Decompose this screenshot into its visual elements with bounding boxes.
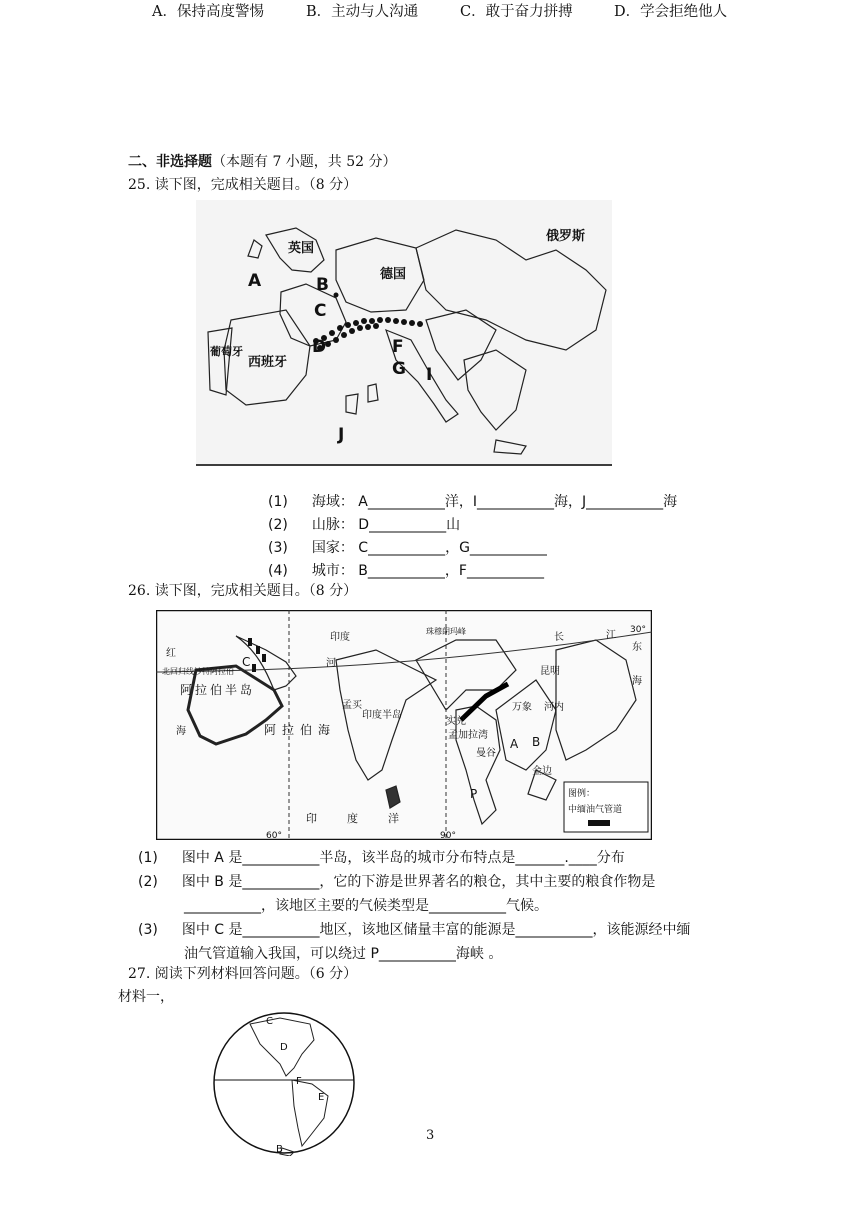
label-russia: 俄罗斯 [546, 229, 586, 244]
label-lon90: 90° [440, 831, 456, 840]
label-mumbai: 孟买 [342, 700, 362, 711]
label-spain: 西班牙 [248, 355, 288, 370]
label-g: G [392, 359, 406, 379]
label-hanoi: 河内 [544, 702, 564, 713]
label-tropic: 北回归线沙特阿拉伯 [162, 667, 234, 676]
label-b: B [532, 735, 541, 749]
label-uk: 英国 [288, 241, 315, 256]
option-a: A．保持高度警惕 [152, 4, 264, 20]
label-kunming: 昆明 [540, 666, 560, 677]
label-yangtze-1: 长 [554, 632, 564, 643]
q26-item-2: (2) 图中 B 是___________，它的下游是世界著名的粮仓，其中主要的粮食作物是 [138, 874, 656, 890]
q26-item-3b: 油气管道输入我国，可以绕过 P___________海峡 。 [184, 946, 503, 962]
globe-label-d: D [280, 1042, 288, 1053]
section-title: 二、非选择题 [128, 154, 212, 170]
section-header [128, 151, 397, 171]
label-lat30: 30° [630, 625, 646, 635]
label-bay: 孟加拉湾 [448, 730, 488, 741]
europe-map [196, 200, 612, 466]
globe-label-e: E [318, 1092, 325, 1103]
q25-item-1: (1) 海域： A___________洋，I___________海，J___________海 [268, 494, 678, 510]
q25-title: 25. 读下图，完成相关题目。（8 分） [128, 177, 358, 193]
section-note: （本题有 7 小题，共 52 分） [212, 154, 397, 170]
label-p: P [470, 787, 478, 801]
legend-title: 图例： [568, 789, 596, 799]
label-everest: 珠穆朗玛峰 [426, 627, 466, 636]
label-arabia: 阿拉伯半岛 [180, 683, 256, 697]
label-a: A [248, 271, 262, 291]
label-i: I [426, 365, 433, 385]
label-lon60: 60° [266, 831, 282, 840]
q26-title: 26. 读下图，完成相关题目。（8 分） [128, 583, 358, 599]
label-j: J [338, 425, 345, 445]
globe-label-f: F [296, 1076, 302, 1087]
label-vientiane: 万象 [512, 702, 532, 713]
globe-label-b: B [276, 1144, 283, 1155]
option-b: B．主动与人沟通 [306, 4, 419, 20]
label-india-peninsula: 印度半岛 [362, 710, 402, 721]
q25-item-4: (4) 城市： B___________，F___________ [268, 563, 544, 579]
option-d: D．学会拒绝他人 [614, 4, 728, 20]
label-sittwe: 实兑 [446, 716, 466, 727]
label-indian-ocean: 印度洋 [306, 812, 429, 825]
label-bangkok: 曼谷 [476, 748, 496, 759]
q27-title: 27. 阅读下列材料回答问题。（6 分） [128, 966, 358, 982]
label-portugal: 葡萄牙 [210, 345, 243, 358]
label-yangtze-2: 江 [606, 630, 616, 641]
globe-map [210, 1010, 358, 1156]
label-b: B [316, 275, 329, 295]
label-red-sea-1: 红 [166, 648, 176, 659]
label-india-top: 印度 [330, 632, 350, 643]
label-c: C [242, 655, 251, 669]
label-river: 河 [326, 658, 336, 669]
q25-item-2: (2) 山脉： D___________山 [268, 517, 461, 533]
label-east: 东 [632, 642, 642, 653]
label-a: A [510, 737, 519, 751]
q27-material: 材料一， [118, 989, 174, 1005]
q25-item-3: (3) 国家： C___________，G___________ [268, 540, 547, 556]
label-phnom-penh: 金边 [532, 766, 552, 777]
label-d: D [312, 337, 327, 357]
q26-item-2b: ___________，该地区主要的气候类型是___________气候。 [184, 898, 548, 914]
south-asia-map [156, 610, 652, 840]
globe-label-c: C [266, 1016, 273, 1027]
label-germany: 德国 [380, 267, 407, 282]
label-east-sea: 海 [632, 676, 642, 687]
label-red-sea-2: 海 [176, 726, 186, 737]
label-c: C [314, 301, 327, 321]
page-number: 3 [426, 1128, 435, 1143]
label-arabian-sea: 阿拉伯海 [264, 723, 337, 737]
label-f: F [392, 337, 404, 357]
legend-pipeline: 中缅油气管道 [568, 805, 623, 815]
q26-item-1: (1) 图中 A 是___________半岛，该半岛的城市分布特点是_______.____分布 [138, 850, 625, 866]
q26-item-3: (3) 图中 C 是___________地区，该地区储量丰富的能源是___________，该能源经中缅 [138, 922, 691, 938]
option-c: C．敢于奋力拼搏 [460, 4, 573, 20]
